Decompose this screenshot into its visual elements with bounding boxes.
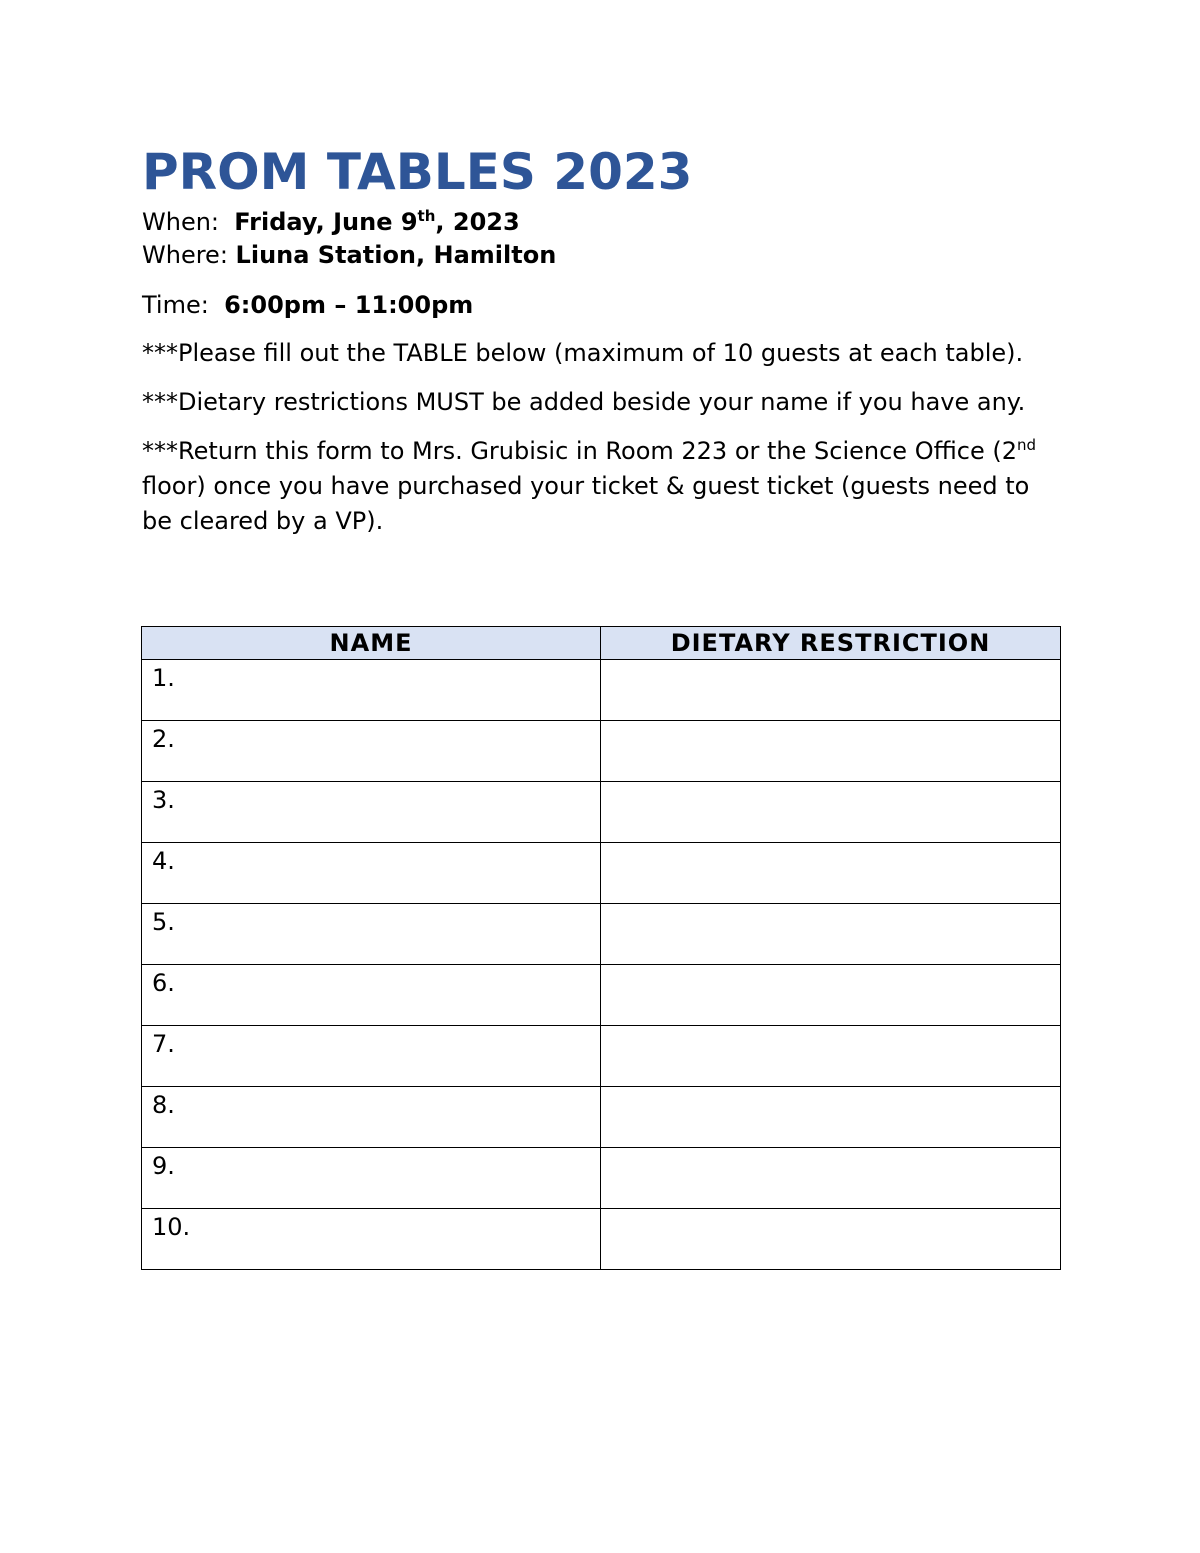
dietary-cell[interactable] — [601, 1209, 1061, 1270]
guest-table — [141, 626, 1061, 1270]
time-line — [142, 289, 1060, 322]
name-cell[interactable]: 7. — [142, 1026, 601, 1087]
note-return-form — [142, 434, 1060, 539]
name-cell[interactable]: 2. — [142, 721, 601, 782]
table-row — [142, 782, 1061, 843]
table-row — [142, 1209, 1061, 1270]
where-label: Where: — [142, 241, 228, 269]
name-cell[interactable]: 6. — [142, 965, 601, 1026]
dietary-cell[interactable] — [601, 721, 1061, 782]
where-line — [142, 239, 1060, 272]
when-line — [142, 206, 1060, 239]
name-cell[interactable]: 5. — [142, 904, 601, 965]
dietary-cell[interactable] — [601, 843, 1061, 904]
when-value-suffix: th — [417, 207, 436, 225]
table-row — [142, 965, 1061, 1026]
when-value — [234, 208, 519, 236]
name-cell[interactable]: 8. — [142, 1087, 601, 1148]
table-row — [142, 660, 1061, 721]
name-cell[interactable]: 1. — [142, 660, 601, 721]
table-row — [142, 1148, 1061, 1209]
name-cell[interactable]: 4. — [142, 843, 601, 904]
when-label: When: — [142, 208, 220, 236]
dietary-cell[interactable] — [601, 782, 1061, 843]
table-row — [142, 843, 1061, 904]
table-row — [142, 721, 1061, 782]
name-cell[interactable]: 3. — [142, 782, 601, 843]
when-value-year: , 2023 — [435, 208, 520, 236]
dietary-cell[interactable] — [601, 660, 1061, 721]
time-label: Time: — [142, 291, 209, 319]
name-cell[interactable]: 10. — [142, 1209, 601, 1270]
dietary-cell[interactable] — [601, 1148, 1061, 1209]
column-header-name: NAME — [142, 627, 601, 660]
when-value-date: Friday, June 9 — [234, 208, 418, 236]
note-table-instructions: ***Please fill out the TABLE below (maximum of 10 guests at each table). — [142, 339, 1024, 367]
note-return-form-part1: ***Return this form to Mrs. Grubisic in Room 223 or the Science Office (2 — [142, 437, 1018, 465]
dietary-cell[interactable] — [601, 965, 1061, 1026]
column-header-dietary: DIETARY RESTRICTION — [601, 627, 1061, 660]
name-cell[interactable]: 9. — [142, 1148, 601, 1209]
where-value: Liuna Station, Hamilton — [235, 241, 557, 269]
note-return-form-suffix: nd — [1017, 436, 1037, 454]
note-return-form-part2: floor) once you have purchased your ticket & guest ticket (guests need to be cleared by a VP). — [142, 472, 1030, 535]
table-row — [142, 904, 1061, 965]
dietary-cell[interactable] — [601, 1087, 1061, 1148]
document-page — [142, 140, 1060, 539]
dietary-cell[interactable] — [601, 1026, 1061, 1087]
dietary-cell[interactable] — [601, 904, 1061, 965]
table-row — [142, 1087, 1061, 1148]
page-title: PROM TABLES 2023 — [142, 143, 693, 201]
table-row — [142, 1026, 1061, 1087]
table-header-row — [142, 627, 1061, 660]
time-value: 6:00pm – 11:00pm — [224, 291, 474, 319]
note-dietary: ***Dietary restrictions MUST be added beside your name if you have any. — [142, 388, 1026, 416]
